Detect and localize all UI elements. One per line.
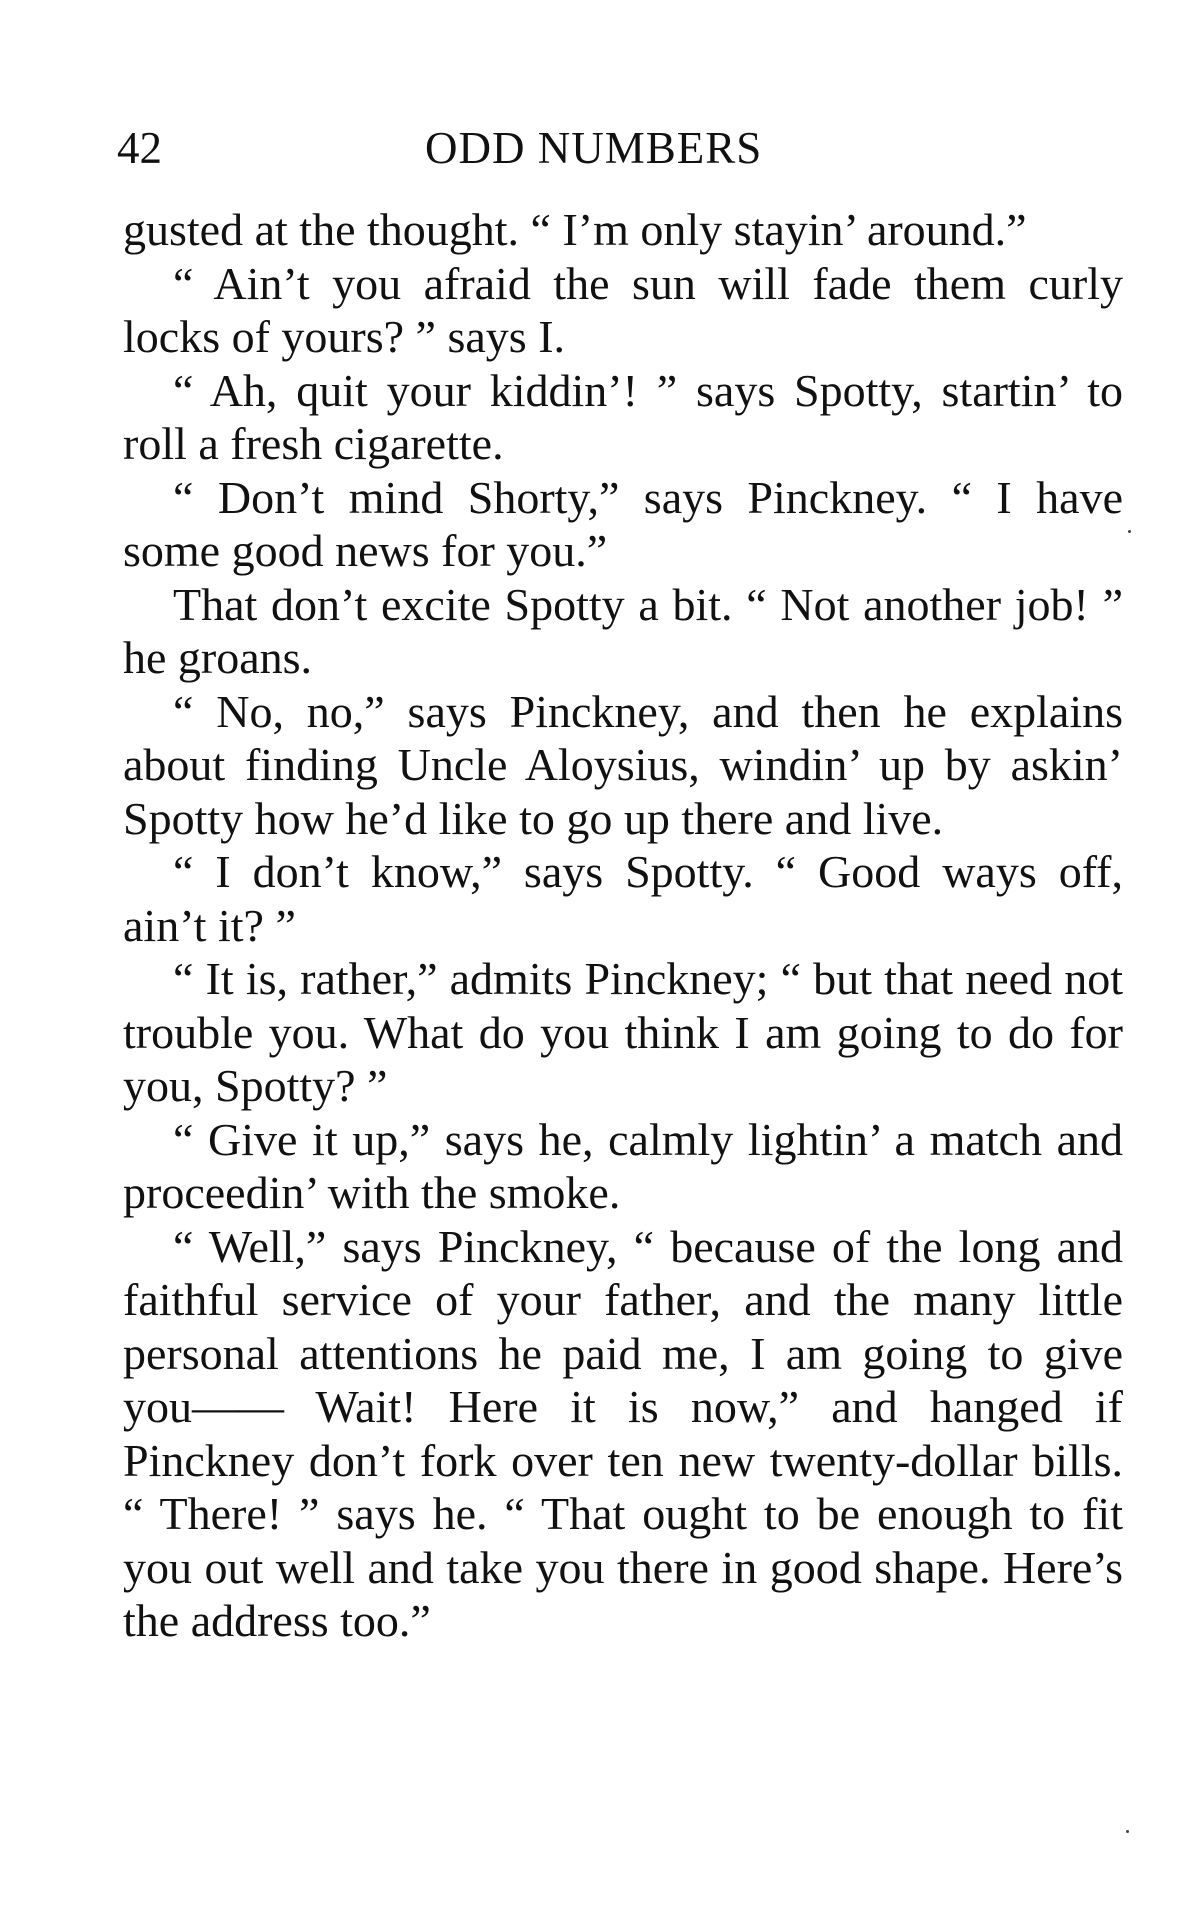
paragraph: “ No, no,” says Pinckney, and then he explains about finding Uncle Aloysius, windin’ up by askin’ Spotty how he’d like to go up there and live. — [123, 685, 1123, 844]
paragraph: “ Ah, quit your kiddin’! ” says Spotty, startin’ to roll a fresh cigarette. — [123, 364, 1123, 469]
page-number: 42 — [117, 123, 162, 173]
paragraph: “ It is, rather,” admits Pinckney; “ but that need not trouble you. What do you think I am going to do for you, Spotty? ” — [123, 953, 1123, 1111]
paragraph: That don’t excite Spotty a bit. “ Not another job! ” he groans. — [123, 578, 1123, 683]
paragraph-continuation: gusted at the thought. “ I’m only stayin’ around.” — [123, 204, 1027, 255]
scan-speck — [1128, 530, 1131, 533]
running-title: ODD NUMBERS — [425, 123, 763, 173]
paragraph: “ Ain’t you afraid the sun will fade them curly locks of yours? ” says I. — [123, 257, 1123, 362]
body-text — [123, 203, 1123, 1648]
paragraph: “ I don’t know,” says Spotty. “ Good ways off, ain’t it? ” — [123, 846, 1123, 951]
paragraph: “ Well,” says Pinckney, “ because of the long and faithful service of your father, and the many little personal attentions he paid me, I am going to give you—— Wait! Here it is now,” and hanged if Pinckney don’t fork over ten new twenty-dollar bills. “ There! ” says he. “ That ought to be enough to fit you out well and take you there in good shape. Here’s the address too.” — [123, 1220, 1123, 1646]
paragraph: “ Give it up,” says he, calmly lightin’ a match and proceedin’ with the smoke. — [123, 1113, 1123, 1218]
scan-speck — [1126, 1830, 1129, 1833]
paragraph: “ Don’t mind Shorty,” says Pinckney. “ I have some good news for you.” — [123, 471, 1123, 576]
page-header — [117, 118, 1117, 178]
